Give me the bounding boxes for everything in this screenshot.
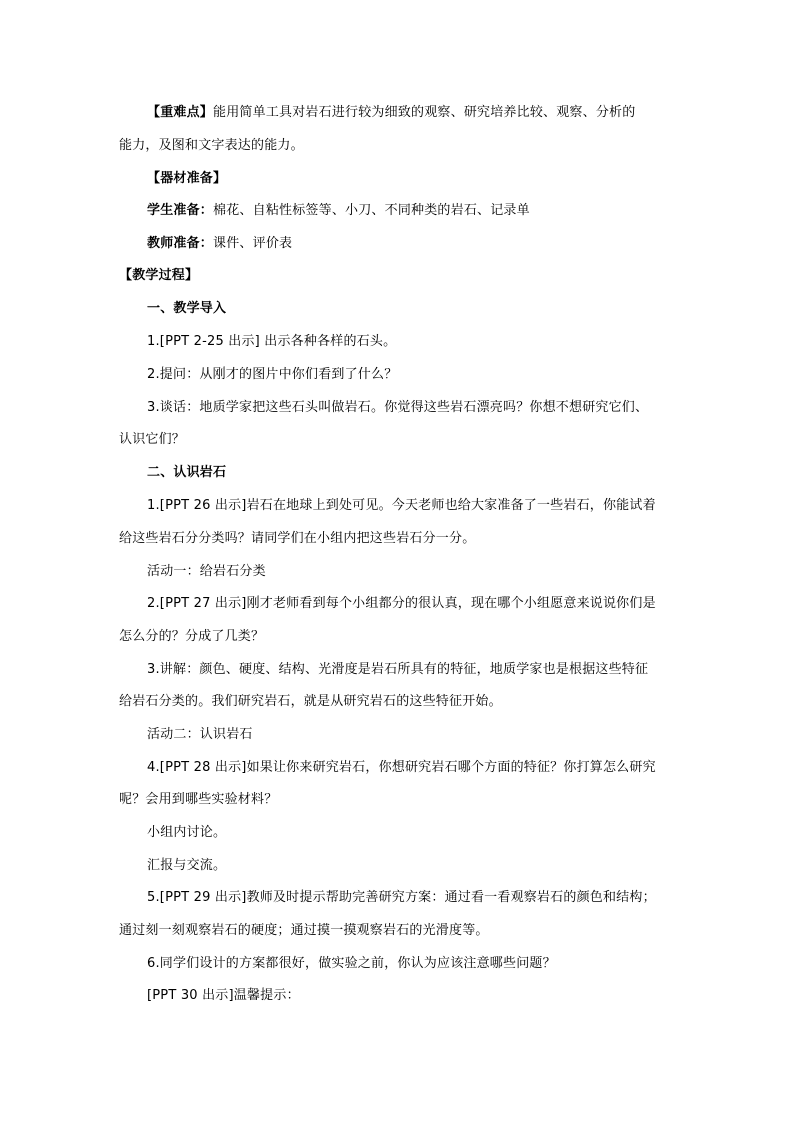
key-points-line-1: [147, 104, 635, 122]
paragraph-line: 5.[PPT 29 出示]教师及时提示帮助完善研究方案：通过看一看观察岩石的颜色和结构；: [147, 890, 656, 905]
paragraph-line: 通过刻一刻观察岩石的硬度；通过摸一摸观察岩石的光滑度等。: [119, 923, 489, 938]
paragraph-line: 认识它们？: [119, 432, 186, 447]
section-1-heading: 一、教学导入: [147, 301, 227, 316]
paragraph-line: 呢？会用到哪些实验材料？: [119, 792, 278, 807]
section-2-heading: 二、认识岩石: [147, 465, 227, 480]
key-points-line-2: 能力，及图和文字表达的能力。: [119, 138, 304, 153]
paragraph-line: 2.[PPT 27 出示]刚才老师看到每个小组都分的很认真，现在哪个小组愿意来说说你们是: [147, 596, 656, 611]
teaching-process-heading: 【教学过程】: [119, 268, 199, 283]
teacher-materials-text: 课件、评价表: [213, 236, 293, 251]
paragraph-line: 4.[PPT 28 出示]如果让你来研究岩石，你想研究岩石哪个方面的特征？你打算怎么研究: [147, 760, 656, 775]
key-points-text: 能用简单工具对岩石进行较为细致的观察、研究培养比较、观察、分析的: [213, 105, 636, 120]
paragraph-line: 6.同学们设计的方案都很好，做实验之前，你认为应该注意哪些问题？: [147, 956, 556, 971]
teacher-materials-label: 教师准备：: [147, 236, 214, 251]
paragraph-line: 小组内讨论。: [147, 825, 227, 840]
paragraph-line: [PPT 30 出示]温馨提示：: [147, 988, 300, 1003]
paragraph-line: 怎么分的？分成了几类？: [119, 629, 265, 644]
paragraph-line: 2.提问：从刚才的图片中你们看到了什么？: [147, 367, 398, 382]
paragraph-line: 3.讲解：颜色、硬度、结构、光滑度是岩石所具有的特征，地质学家也是根据这些特征: [147, 662, 649, 677]
activity-2-label: 活动二：认识岩石: [147, 727, 253, 742]
student-materials-text: 棉花、自粘性标签等、小刀、不同种类的岩石、记录单: [213, 203, 530, 218]
paragraph-line: 汇报与交流。: [147, 858, 227, 873]
student-materials: [147, 202, 530, 220]
paragraph-line: 1.[PPT 2-25 出示] 出示各种各样的石头。: [147, 334, 397, 349]
teacher-materials: [147, 235, 292, 253]
paragraph-line: 给岩石分类的。我们研究岩石，就是从研究岩石的这些特征开始。: [119, 694, 502, 709]
paragraph-line: 3.谈话：地质学家把这些石头叫做岩石。你觉得这些岩石漂亮吗？你想不想研究它们、: [147, 400, 649, 415]
key-points-label: 【重难点】: [147, 105, 214, 120]
paragraph-line: 给这些岩石分分类吗？请同学们在小组内把这些岩石分一分。: [119, 531, 476, 546]
activity-1-label: 活动一：给岩石分类: [147, 564, 266, 579]
materials-heading: 【器材准备】: [147, 171, 227, 186]
paragraph-line: 1.[PPT 26 出示]岩石在地球上到处可见。今天老师也给大家准备了一些岩石，你能试着: [147, 498, 656, 513]
student-materials-label: 学生准备：: [147, 203, 214, 218]
